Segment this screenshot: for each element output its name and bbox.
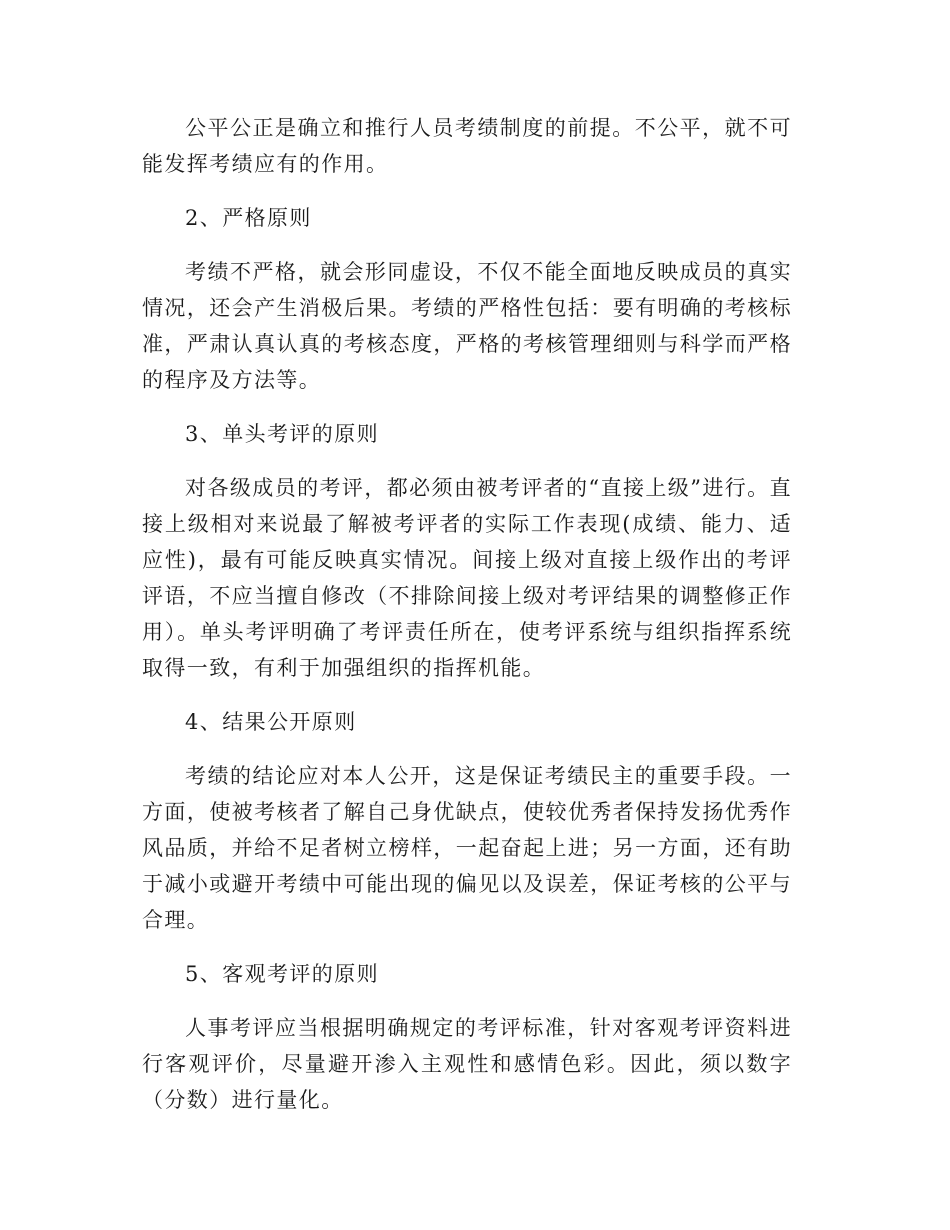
paragraph-single-evaluator: 对各级成员的考评，都必须由被考评者的“直接上级”进行。直接上级相对来说最了解被考评者的实际工作表现(成绩、能力、适应性)，最有可能反映真实情况。间接上级对直接上级作出的考评评语，不应当擅自修改（不排除间接上级对考评结果的调整修正作用）。单头考评明确了考评责任所在，使考评系统与组织指挥系统取得一致，有利于加强组织的指挥机能。 (142, 476, 792, 680)
paragraph-fairness: 公平公正是确立和推行人员考绩制度的前提。不公平，就不可能发挥考绩应有的作用。 (142, 116, 792, 176)
document-page (142, 110, 792, 1136)
heading-result-openness-principle: 4、结果公开原则 (185, 710, 357, 734)
heading-single-evaluator-principle: 3、单头考评的原则 (185, 422, 380, 446)
paragraph-objective-evaluation: 人事考评应当根据明确规定的考评标准，针对客观考评资料进行客观评价，尽量避开渗入主观性和感情色彩。因此，须以数字（分数）进行量化。 (142, 1016, 792, 1112)
heading-objective-evaluation-principle: 5、客观考评的原则 (185, 962, 380, 986)
paragraph-strictness: 考绩不严格，就会形同虚设，不仅不能全面地反映成员的真实情况，还会产生消极后果。考绩的严格性包括：要有明确的考核标准，严肃认真认真的考核态度，严格的考核管理细则与科学而严格的程序及方法等。 (142, 260, 792, 392)
heading-strict-principle: 2、严格原则 (185, 206, 312, 230)
paragraph-result-openness: 考绩的结论应对本人公开，这是保证考绩民主的重要手段。一方面，使被考核者了解自己身优缺点，使较优秀者保持发扬优秀作风品质，并给不足者树立榜样，一起奋起上进；另一方面，还有助于减小或避开考绩中可能出现的偏见以及误差，保证考核的公平与合理。 (142, 764, 792, 932)
